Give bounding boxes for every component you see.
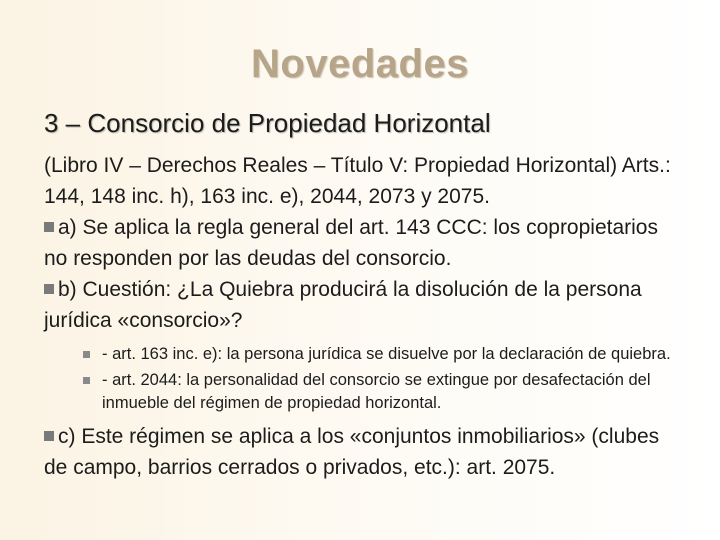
sub-list-item — [44, 369, 684, 415]
sub-list-item — [44, 343, 684, 366]
list-item-a-text: a) Se aplica la regla general del art. 143 CCC: los copropietarios no responden por las deudas del consorcio. — [44, 216, 658, 270]
slide-body — [44, 150, 684, 483]
square-bullet-icon — [44, 222, 54, 232]
sub-list — [44, 343, 684, 415]
list-item-a — [44, 212, 684, 274]
list-item-b — [44, 274, 684, 336]
square-bullet-icon — [83, 351, 90, 358]
square-bullet-icon — [83, 377, 90, 384]
list-item-c-text: c) Este régimen se aplica a los «conjuntos inmobiliarios» (clubes de campo, barrios cerrados o privados, etc.): art. 2075. — [44, 425, 660, 479]
slide-title: Novedades — [251, 42, 469, 86]
square-bullet-icon — [44, 284, 54, 294]
square-bullet-icon — [44, 431, 54, 441]
sub-list-item-text: - art. 2044: la personalidad del consorcio se extingue por desafectación del inmueble del régimen de propiedad horizontal. — [102, 371, 651, 412]
sub-list-item-text: - art. 163 inc. e): la persona jurídica se disuelve por la declaración de quiebra. — [102, 345, 671, 363]
slide-subtitle: 3 – Consorcio de Propiedad Horizontal — [44, 108, 491, 138]
list-item-b-text: b) Cuestión: ¿La Quiebra producirá la disolución de la persona jurídica «consorcio»? — [44, 278, 642, 332]
list-item-c — [44, 421, 684, 483]
intro-paragraph: (Libro IV – Derechos Reales – Título V: Propiedad Horizontal) Arts.: 144, 148 inc. h), 163 inc. e), 2044, 2073 y 2075. — [44, 154, 671, 208]
